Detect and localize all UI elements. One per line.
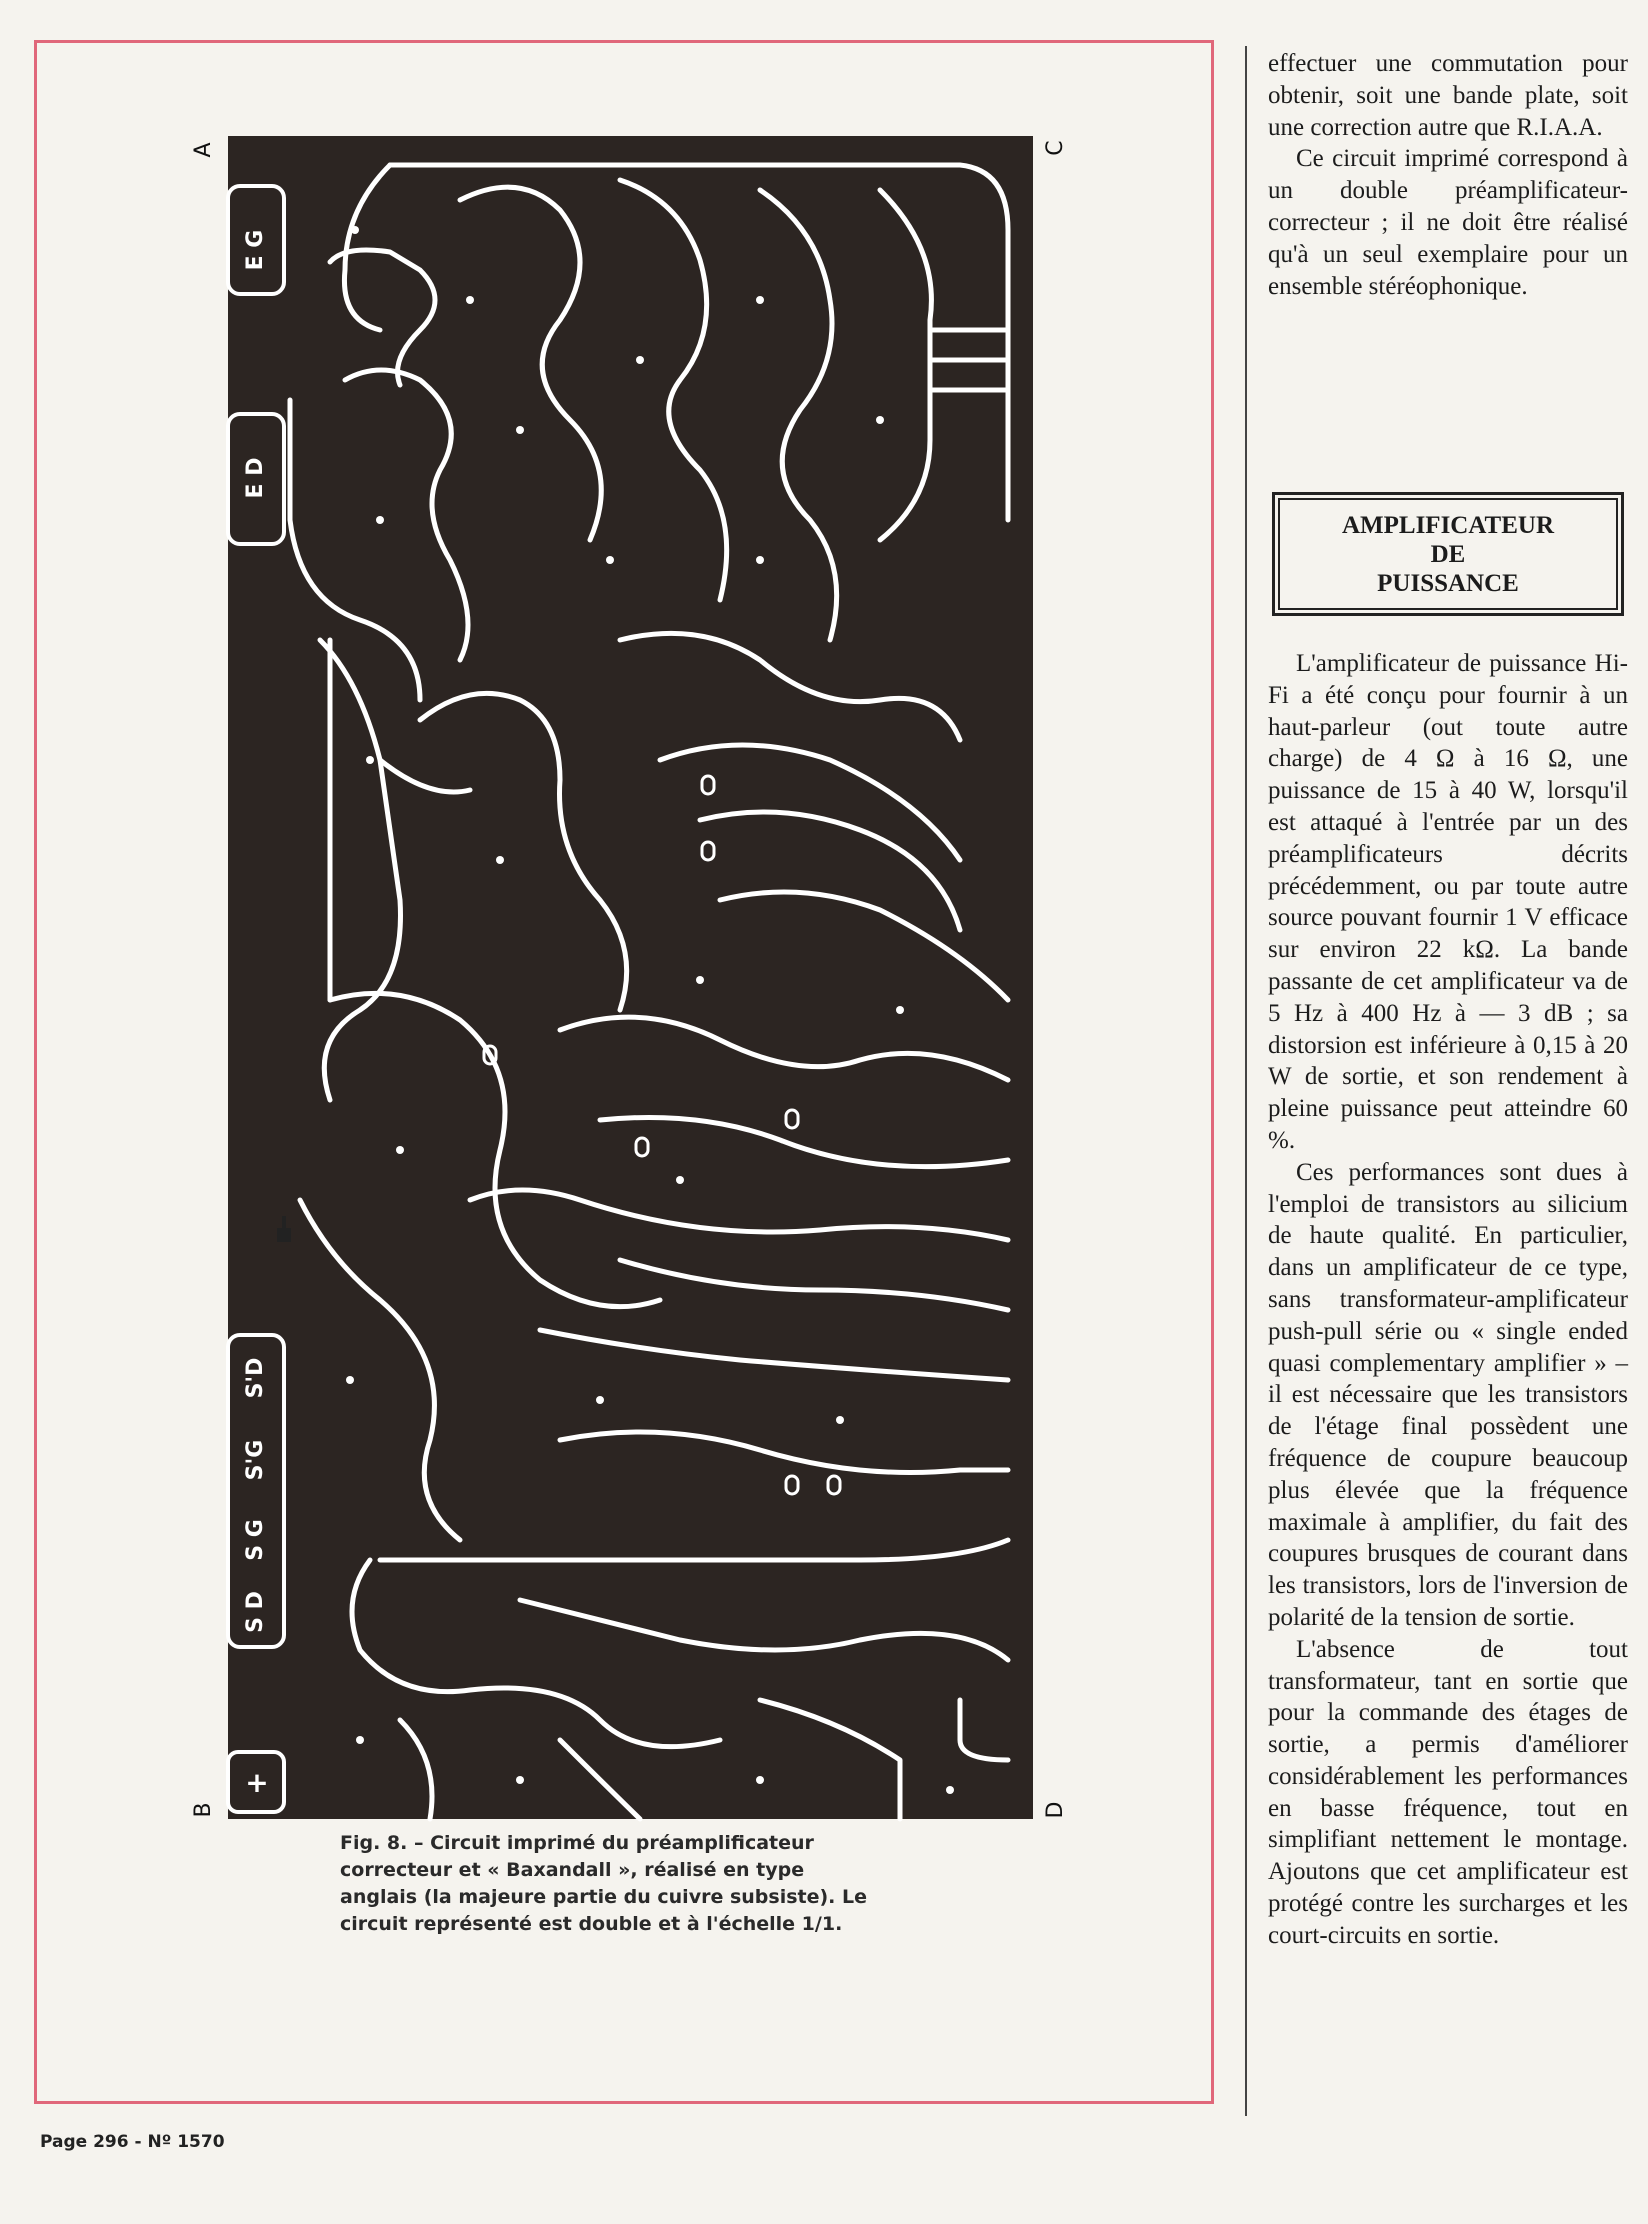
pcb-hole (696, 976, 704, 984)
figure-caption: Fig. 8. – Circuit imprimé du préamplificateur correcteur et « Baxandall », réalisé en type anglais (la majeure partie du cuivre subsiste). Le circuit représenté est double et à l'échelle 1/1. (340, 1832, 867, 1935)
pcb-hole (366, 756, 374, 764)
edge-label-a: A (191, 142, 216, 158)
intro-column (1268, 48, 1628, 302)
pad-label-plus: + (245, 1766, 269, 1799)
pcb-hole (496, 856, 504, 864)
pcb-hole (376, 516, 384, 524)
pad-label-ed: E D (243, 457, 268, 499)
page-footer: Page 296 - Nº 1570 (40, 2132, 225, 2152)
column-rule (1245, 46, 1247, 2116)
edge-label-c: C (1043, 140, 1068, 156)
pcb-hole (896, 1006, 904, 1014)
pcb-hole (396, 1146, 404, 1154)
pad-label-sg: S G (243, 1519, 268, 1561)
pcb-hole (676, 1176, 684, 1184)
edge-label-d: D (1043, 1801, 1068, 1819)
pad-label-eg: E G (243, 229, 268, 271)
pcb-hole (351, 226, 359, 234)
pcb-hole (346, 1376, 354, 1384)
pcb-hole (756, 1776, 764, 1784)
pad-label-s-prime-g: S'G (243, 1439, 268, 1481)
pad-label-s-prime-d: S'D (243, 1357, 268, 1399)
pcb-hole (466, 296, 474, 304)
pcb-hole (636, 356, 644, 364)
section-heading-box (1272, 492, 1624, 616)
pcb-hole (596, 1396, 604, 1404)
body-paragraph-3: L'absence de tout transformateur, tant en sortie que pour la commande des étages de sortie, a permis d'améliorer considérablement les performances en basse fréquence, tout en simplifiant nettement le montage. Ajoutons que cet amplificateur est protégé contre les surcharges et les court-circuits en sortie. (1268, 1635, 1628, 1949)
body-paragraph-1: L'amplificateur de puissance Hi-Fi a été conçu pour fournir à un haut-parleur (out toute autre charge) de 4 Ω à 16 Ω, une puissance de 15 à 40 W, lorsqu'il est attaqué à l'entrée par un des préamplificateurs décrits précédemment, ou par toute autre source pouvant fournir 1 V efficace sur environ 22 kΩ. La bande passante de cet amplificateur va de 5 Hz à 400 Hz à — 3 dB ; sa distorsion est inférieure à 0,15 à 20 W de sortie, et son rendement à pleine puissance peut atteindre 60 %. (1268, 650, 1628, 1154)
section-heading-line-2: DE (1430, 540, 1466, 568)
intro-continuation: effectuer une commutation pour obtenir, soit une bande plate, soit une correction autre que R.I.A.A. (1268, 50, 1628, 141)
section-heading (1278, 498, 1618, 610)
pcb-hole (946, 1786, 954, 1794)
pcb-hole (516, 426, 524, 434)
pad-label-sd: S D (243, 1591, 268, 1633)
edge-label-b: B (191, 1802, 216, 1818)
pcb-hole (876, 416, 884, 424)
pcb-hole (756, 556, 764, 564)
pcb-hole (606, 556, 614, 564)
intro-paragraph: Ce circuit imprimé correspond à un double préamplificateur-correcteur ; il ne doit être réalisé qu'à un seul exemplaire pour un ensemble stéréophonique. (1268, 145, 1628, 300)
pcb-hole (356, 1736, 364, 1744)
body-column (1268, 648, 1628, 1952)
section-heading-line-3: PUISSANCE (1377, 569, 1519, 597)
pcb-hole (516, 1776, 524, 1784)
section-heading-line-1: AMPLIFICATEUR (1341, 511, 1555, 539)
pcb-board (228, 136, 1033, 1819)
body-paragraph-2: Ces performances sont dues à l'emploi de transistors au silicium de haute qualité. En particulier, dans un amplificateur de ce type, sans transformateur-amplificateur push-pull série ou « single ended quasi complementary amplifier » – il est nécessaire que les transistors de l'étage final possèdent une fréquence de coupure beaucoup plus élevée que la fréquence maximale à amplifier, du fait des coupures brusques de courant dans les transistors, lors de l'inversion de polarité de la tension de sortie. (1268, 1158, 1628, 1631)
pcb-hole (836, 1416, 844, 1424)
pcb-hole (756, 296, 764, 304)
